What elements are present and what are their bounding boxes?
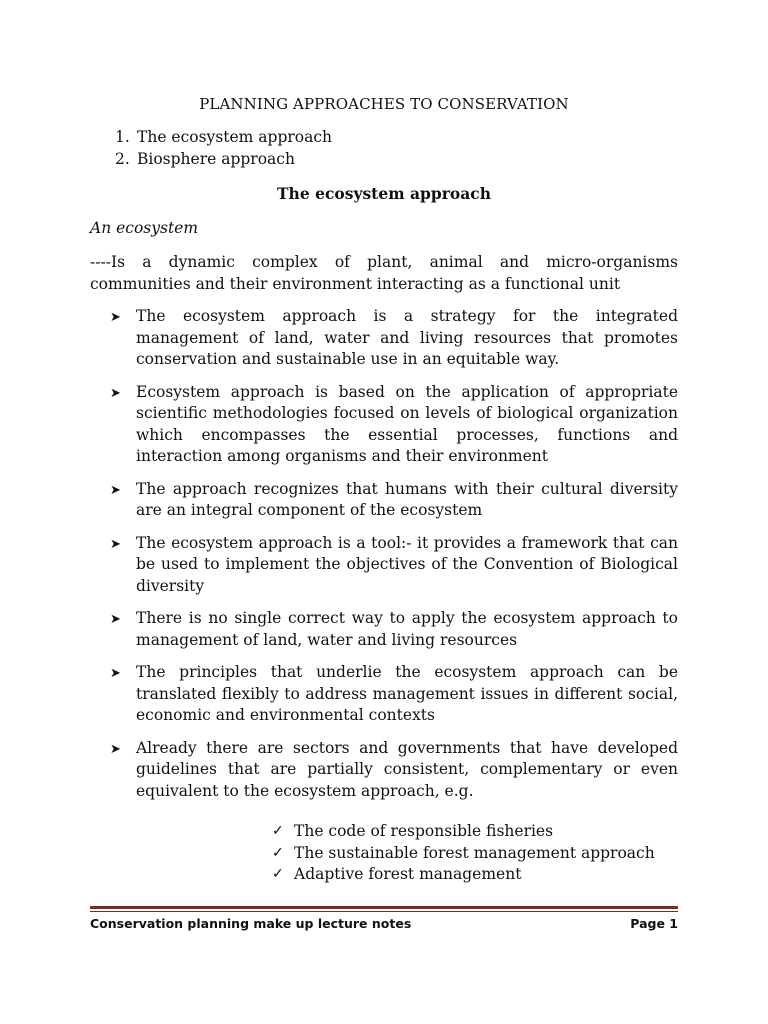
bullet-item: [110, 479, 678, 522]
arrow-bullet-icon: ➤: [110, 482, 121, 498]
bullet-item: [110, 382, 678, 468]
arrow-bullet-icon: ➤: [110, 741, 121, 757]
numbered-list-item: [115, 149, 332, 171]
checkmark-icon: ✓: [272, 844, 284, 861]
bullet-text: Ecosystem approach is based on the application of appropriate scientific methodologies focused on levels of biological organization which encompasses the essential processes, functions and interaction among organisms and their environment: [136, 382, 678, 465]
checklist: [272, 821, 655, 886]
bullet-item: [110, 533, 678, 598]
list-item-text: The ecosystem approach: [137, 128, 333, 146]
checklist-text: The sustainable forest management approach: [294, 843, 655, 862]
checkmark-icon: ✓: [272, 823, 284, 839]
bullet-text: The ecosystem approach is a tool:- it provides a framework that can be used to implement the objectives of the Convention of Biological diversity: [136, 533, 678, 595]
footer-title: Conservation planning make up lecture notes: [90, 916, 412, 931]
arrow-bullet-icon: ➤: [110, 310, 121, 325]
checklist-text: Adaptive forest management: [294, 865, 522, 883]
bullet-text: There is no single correct way to apply the ecosystem approach to management of land, water and living resources: [136, 609, 678, 649]
numbered-list-item: [115, 127, 332, 149]
definition-heading: An ecosystem: [90, 219, 199, 237]
page-title: PLANNING APPROACHES TO CONSERVATION: [199, 95, 569, 113]
page-number: Page 1: [630, 916, 678, 931]
footer-rule-thick: [90, 906, 678, 909]
checklist-text: The code of responsible fisheries: [294, 822, 554, 840]
arrow-bullet-icon: ➤: [110, 612, 121, 627]
bullet-text: Already there are sectors and governments that have developed guidelines that are partially consistent, complementary or even equivalent to the ecosystem approach, e.g.: [136, 738, 678, 800]
bullet-text: The principles that underlie the ecosystem approach can be translated flexibly to address management issues in different social, economic and environmental contexts: [136, 663, 678, 724]
bullet-text: The ecosystem approach is a strategy for the integrated management of land, water and living resources that promotes conservation and sustainable use in an equitable way.: [136, 307, 678, 368]
checklist-item: [272, 821, 655, 843]
list-number: 1.: [115, 128, 130, 146]
bullet-item: [110, 662, 678, 727]
footer-rule-thin: [90, 911, 678, 912]
checkmark-icon: ✓: [272, 866, 284, 882]
bullet-item: [110, 306, 678, 371]
bullet-list: [110, 306, 678, 813]
checklist-item: [272, 843, 655, 865]
bullet-item: [110, 608, 678, 651]
arrow-bullet-icon: ➤: [110, 385, 121, 401]
list-item-text: Biosphere approach: [137, 150, 295, 168]
arrow-bullet-icon: ➤: [110, 536, 121, 552]
checklist-item: [272, 864, 655, 886]
definition-paragraph: ----Is a dynamic complex of plant, animal and micro-organisms communities and their environment interacting as a functional unit: [90, 253, 678, 293]
bullet-text: The approach recognizes that humans with their cultural diversity are an integral component of the ecosystem: [136, 479, 678, 519]
list-number: 2.: [115, 150, 130, 168]
arrow-bullet-icon: ➤: [110, 666, 121, 681]
section-heading: The ecosystem approach: [277, 184, 491, 203]
numbered-list: [115, 127, 332, 171]
bullet-item: [110, 738, 678, 803]
